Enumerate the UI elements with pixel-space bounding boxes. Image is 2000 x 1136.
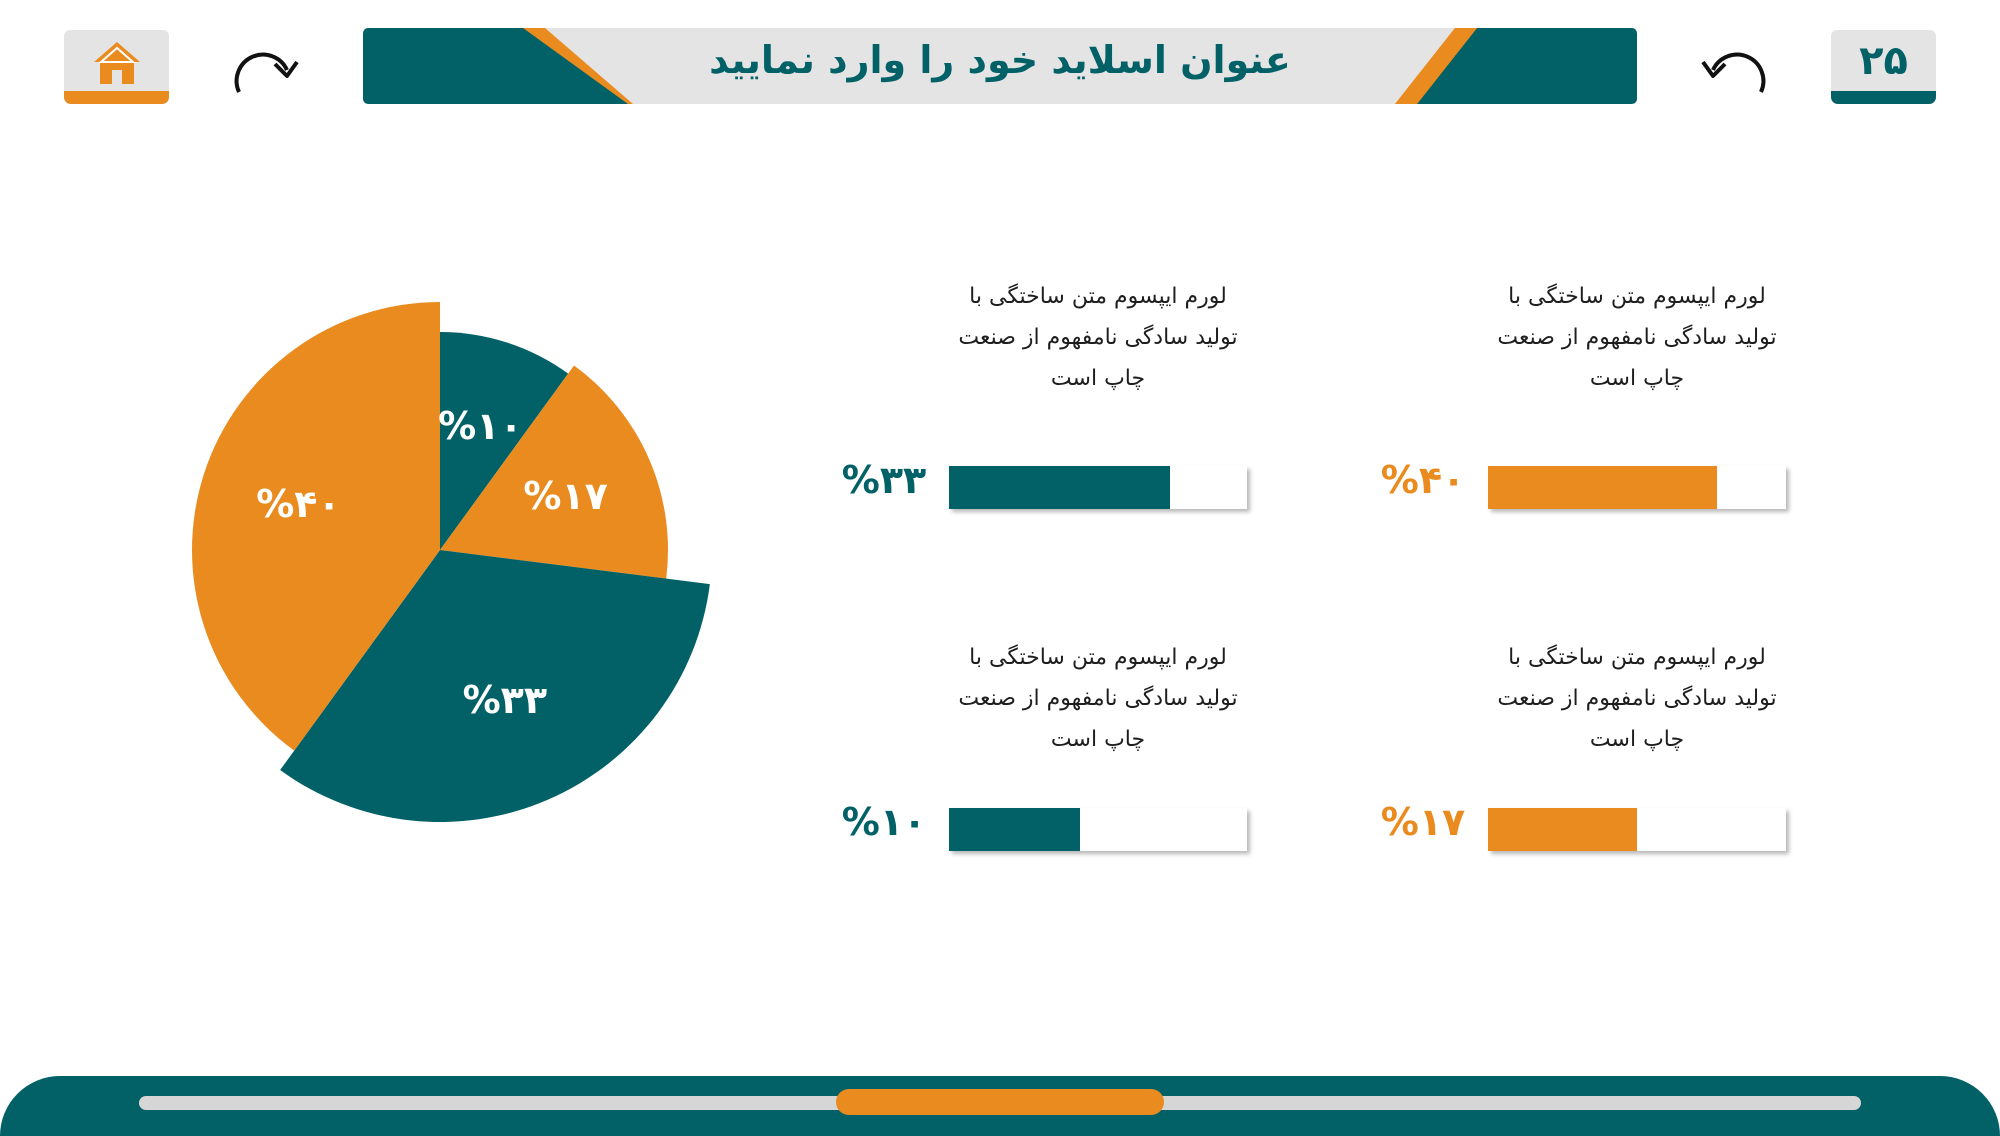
progress-percent-label: %۴۰ — [1380, 458, 1466, 502]
page-number: ۲۵ — [1859, 38, 1908, 84]
page-title: عنوان اسلاید خود را وارد نمایید — [709, 38, 1291, 82]
progress-bar-fill — [1488, 808, 1637, 851]
progress-bar — [949, 808, 1247, 851]
progress-percent-label: %۱۷ — [1380, 800, 1466, 844]
undo-button[interactable] — [1695, 36, 1775, 100]
progress-bar-fill — [1488, 466, 1717, 509]
redo-button[interactable] — [225, 36, 305, 100]
pie-slice-label: %۳۳ — [462, 677, 548, 722]
card-description-line: لورم ایپسوم متن ساختگی با — [969, 645, 1227, 670]
page-number-badge — [1831, 30, 1936, 104]
card-description — [933, 637, 1263, 760]
card-description-line: چاپ است — [1589, 727, 1685, 752]
card-description-line: تولید سادگی نامفهوم از صنعت — [1497, 686, 1777, 711]
card-description — [1472, 276, 1802, 399]
progress-bar-fill — [949, 808, 1080, 851]
home-icon — [92, 40, 142, 86]
pie-slice-label: %۴۰ — [256, 482, 341, 527]
progress-bar — [1488, 808, 1786, 851]
progress-percent-label: %۳۳ — [841, 458, 927, 502]
progress-percent-label: %۱۰ — [841, 800, 927, 844]
pie-chart — [170, 280, 710, 840]
redo-arrow-icon — [225, 36, 305, 100]
progress-bar-fill — [949, 466, 1170, 509]
card-description-line: لورم ایپسوم متن ساختگی با — [969, 284, 1227, 309]
card-description-line: چاپ است — [1050, 366, 1146, 391]
card-description-line: تولید سادگی نامفهوم از صنعت — [958, 686, 1238, 711]
card-description-line: تولید سادگی نامفهوم از صنعت — [958, 325, 1238, 350]
pie-chart-svg — [170, 280, 710, 840]
card-description-line: لورم ایپسوم متن ساختگی با — [1508, 284, 1766, 309]
pie-slice-label: %۱۰ — [438, 403, 523, 448]
title-banner — [363, 28, 1637, 104]
card-description — [1472, 637, 1802, 760]
page-badge-accent — [1831, 91, 1936, 104]
card-description — [933, 276, 1263, 399]
home-button-accent — [64, 91, 169, 104]
card-description-line: تولید سادگی نامفهوم از صنعت — [1497, 325, 1777, 350]
progress-bar — [1488, 466, 1786, 509]
undo-arrow-icon — [1695, 36, 1775, 100]
progress-bar — [949, 466, 1247, 509]
card-description-line: چاپ است — [1589, 366, 1685, 391]
pie-slice-label: %۱۷ — [523, 473, 608, 518]
card-description-line: لورم ایپسوم متن ساختگی با — [1508, 645, 1766, 670]
home-button[interactable] — [64, 30, 169, 104]
slide-scrollbar-thumb[interactable] — [836, 1089, 1164, 1115]
card-description-line: چاپ است — [1050, 727, 1146, 752]
